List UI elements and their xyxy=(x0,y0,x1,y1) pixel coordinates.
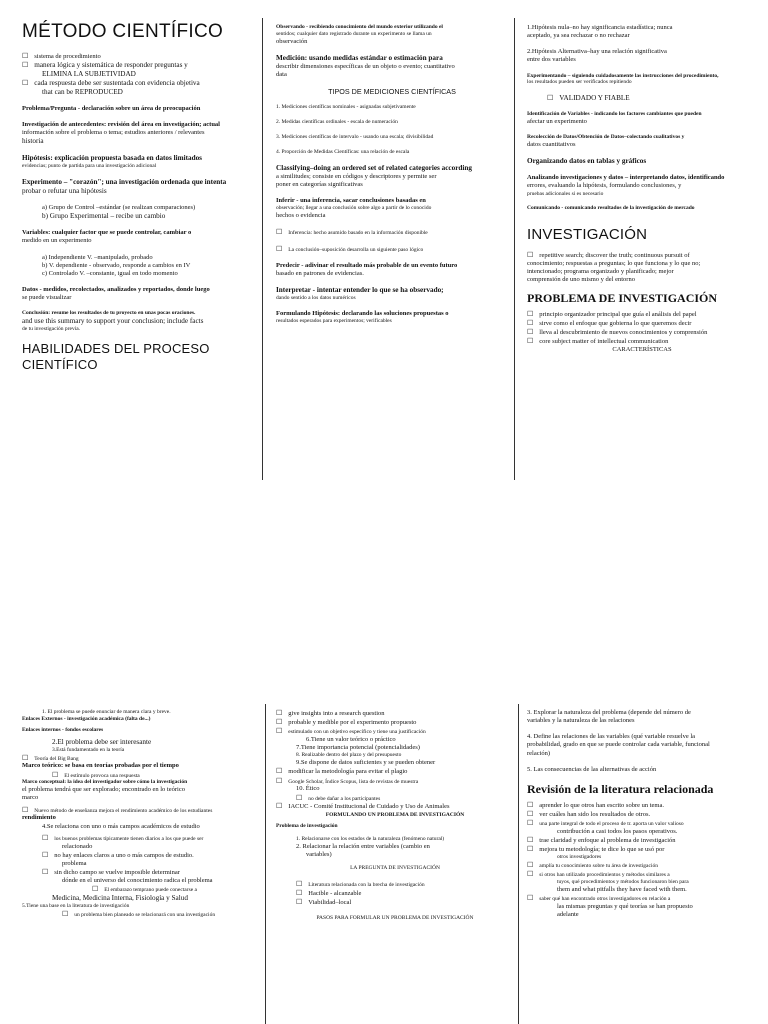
text-line: 4. Define las relaciones de las variables (qué variable resuelve la xyxy=(527,733,696,741)
text-line: medido en un experimento xyxy=(22,237,92,245)
list-item: ☐ los buenos problemas típicamente tienen diarios a los que puede ser xyxy=(22,834,262,843)
section-heading: rendimiento xyxy=(22,814,56,822)
text-line: 9.Se dispone de datos suficientes y se pueden obtener xyxy=(296,759,436,767)
text-line: los resultados pueden ser verificados repitiendo xyxy=(527,79,632,86)
text-line: a similitudes; consiste en códigos y descriptores y permite ser xyxy=(276,172,437,180)
section-heading: Classifying–doing an ordered set of related categories according xyxy=(276,163,472,172)
list-item: ☐ Teoría del Big Bang xyxy=(22,754,262,763)
text-line: aceptado, ya sea rechazar o no rechazar xyxy=(527,32,630,40)
list-item: ☐ una parte integral de todo el proceso de tr. aporta un valor valioso xyxy=(527,819,759,828)
text-line: relacionado xyxy=(62,842,93,850)
section-heading: Inferir - una inferencia, sacar conclusiones basadas en xyxy=(276,196,426,204)
list-item: ☐ Nuevo método de enseñanza mejora el rendimiento académico de los estudiantes xyxy=(22,806,262,815)
text-line: 5. Las consecuencias de las alternativas de acción xyxy=(527,765,657,773)
text-line: marco xyxy=(22,794,39,802)
text-line: historia xyxy=(22,137,44,146)
text-line: sentidos; cualquier dato registrado durante un experimento se llama un xyxy=(276,30,432,37)
list-item: a) Grupo de Control –estándar (se realizan comparaciones) xyxy=(42,204,196,212)
section-title: Revisión de la literatura relacionada xyxy=(527,781,714,796)
list-item: ☐ Inferencia: hecho asumido basado en la información disponible xyxy=(276,228,508,237)
section-heading: Analizando investigaciones y datos – interpretando datos, identificando xyxy=(527,174,725,182)
text-line: 1.Hipótesis nula–no hay significancia estadística; nunca xyxy=(527,24,673,31)
list-item: a) Independiente V. –manipulado, probado xyxy=(42,253,153,261)
list-item: ☐ ver cuáles han sido los resultados de otros. xyxy=(527,810,759,819)
list-item: 3. Mediciones científicas de intervalo - usando una escala; divisibilidad xyxy=(276,133,434,140)
text-line: 8. Realizable dentro del plazo y del presupuesto xyxy=(296,752,402,759)
text-line: errores, evaluando la hipótesis, formulando conclusiones, y xyxy=(527,182,682,190)
section-title: TIPOS DE MEDICIONES CIENTÍFICAS xyxy=(328,87,456,97)
text-line: resultados esperados para experimentos; verificables xyxy=(276,318,392,324)
text-line: conocimiento; respuestas a preguntas; lo que funciona y lo que no; xyxy=(527,260,701,268)
text-line: afectar un experimento xyxy=(527,118,587,126)
section-heading: Enlaces Externos - investigación académica (falta de...) xyxy=(22,715,151,722)
list-item: ☐ manera lógica y sistemática de responder preguntas y xyxy=(22,61,256,70)
list-item: ☐ cada respuesta debe ser sustentada con evidencia objetiva xyxy=(22,79,256,88)
list-item: b) Grupo Experimental – recibe un cambio xyxy=(42,212,166,221)
section-title: PROBLEMA DE INVESTIGACIÓN xyxy=(527,290,718,305)
list-item: ☐ La conclusión–suposición desarrolla un siguiente paso lógico xyxy=(276,245,508,254)
list-item: 1. Mediciones científicas nominales - asignadas subjetivamente xyxy=(276,104,416,111)
section-heading: Medición: usando medidas estándar o estimación para xyxy=(276,53,443,62)
section-heading: Observando - recibiendo conocimiento del mundo exterior utilizando el xyxy=(276,24,443,30)
text-line: 10. Ético xyxy=(296,785,320,793)
text-line: tuyos, qué procedimientos y métodos funcionaron bien para xyxy=(557,878,689,885)
column-divider xyxy=(514,18,515,480)
section-heading: Formulando Hipótesis: declarando las soluciones propuestas o xyxy=(276,309,449,317)
text-line: las mismas preguntas y qué teorías se han propuesto xyxy=(557,902,693,910)
page-title: MÉTODO CIENTÍFICO xyxy=(22,21,224,42)
text-line: describir dimensiones específicas de un objeto o evento; cuantitativo xyxy=(276,62,455,70)
text-line: 3. Explorar la naturaleza del problema (depende del número de xyxy=(527,709,691,716)
section-heading: Identificación de Variables - indicando los factores cambiantes que pueden xyxy=(527,111,702,118)
list-item: that can be REPRODUCED xyxy=(42,87,123,96)
text-line: 2.El problema debe ser interesante xyxy=(52,737,152,746)
list-item: ☐ no debe dañar a los participantes xyxy=(276,794,514,803)
section-heading: Interpretar - intentar entender lo que se ha observado; xyxy=(276,286,444,294)
text-line: observación; llegar a una conclusión sobre algo a partir de lo conocido xyxy=(276,205,432,211)
text-line: data xyxy=(276,71,287,78)
text-line: relación) xyxy=(527,749,551,757)
list-item: 4. Proporción de Medidas Científicas: una relación de escala xyxy=(276,148,410,155)
list-item: 1. Relacionarse con los estados de la naturaleza (fenómeno natural) xyxy=(296,836,445,843)
list-item: ☐ amplía tu conocimiento sobre tu área de investigación xyxy=(527,861,759,870)
list-item: ☐ saber qué han encontrado otros investigadores en relación a xyxy=(527,894,759,903)
list-item: ☐ estimulado con un objetivo específico y tiene una justificación xyxy=(276,727,514,736)
column-divider xyxy=(518,704,519,1024)
list-item: b) V. dependiente - observado, responde a cambios en IV xyxy=(42,261,191,269)
section-title: INVESTIGACIÓN xyxy=(527,226,648,244)
section-heading: Marco teórico: se basa en teorías probadas por el tiempo xyxy=(22,762,179,770)
section-heading: Marco conceptual: la idea del investigador sobre cómo la investigación xyxy=(22,779,188,786)
list-item: ☐ sirve como el enfoque que gobierna lo que queremos decir xyxy=(527,319,757,328)
text-line: variables) xyxy=(306,851,332,859)
text-line: observación xyxy=(276,37,308,45)
top-page xyxy=(0,0,768,490)
text-line: probar o refutar una hipótesis xyxy=(22,187,107,196)
column-divider xyxy=(265,704,266,1024)
column-divider xyxy=(262,18,263,480)
list-item: ☐ probable y medible por el experimento propuesto xyxy=(276,718,514,727)
section-heading: Datos - medidos, recolectados, analizados y reportados, donde luego xyxy=(22,285,210,293)
text-line: them and what pitfalls they have faced with them. xyxy=(557,885,687,893)
section-heading: FORMULANDO UN PROBLEMA DE INVESTIGACIÓN xyxy=(325,811,465,818)
text-line: basado en patrones de evidencias. xyxy=(276,269,364,277)
text-line: 6.Tiene un valor teórico o práctico xyxy=(306,736,396,744)
top-column-2 xyxy=(276,0,508,490)
list-item: ☐ un problema bien planeado se relacionará con una investigación xyxy=(22,910,262,919)
section-heading: PASOS PARA FORMULAR UN PROBLEMA DE INVESTIGACIÓN xyxy=(316,915,474,922)
text-line: otros investigadores xyxy=(557,854,602,861)
text-line: 7.Tiene importancia potencial (potencialidades) xyxy=(296,744,420,752)
section-heading: LA PREGUNTA DE INVESTIGACIÓN xyxy=(350,865,440,872)
text-line: 5.Tiene una base en la literatura de investigación xyxy=(22,903,130,909)
list-item: ☐ Google Scholar, Índice Scopus, lista de revistas de muestra xyxy=(276,777,514,786)
text-line: 2.Hipótesis Alternativa–hay una relación significativa xyxy=(527,48,667,56)
list-item: c) Controlado V. –constante, igual en todo momento xyxy=(42,269,178,277)
list-item: 2. Relacionar la relación entre variables (cambio en xyxy=(296,843,430,851)
text-line: 1. El problema se puede enunciar de manera clara y breve. xyxy=(42,709,171,715)
list-item: ☐ Hacible - alcanzable xyxy=(276,889,514,898)
bottom-column-3 xyxy=(527,700,759,1024)
text-line: 3.Está fundamentado en la teoría xyxy=(52,746,125,753)
text-line: evidencias; punto de partida para una investigación adicional xyxy=(22,163,157,170)
text-line: 4.Se relaciona con uno o más campos académicos de estudio xyxy=(42,822,200,830)
text-line: se puede visualizar xyxy=(22,294,72,301)
list-item: ☐ El embarazo temprano puede conectarse a xyxy=(22,885,262,894)
list-item: ☐ sin dicho campo se vuelve imposible determinar xyxy=(22,868,262,877)
text-line: comprensión de uno mismo y del entorno xyxy=(527,276,635,284)
text-line: de tu investigación previa. xyxy=(22,326,81,332)
text-line: el problema tendrá que ser explorado; encontrado en lo teórico xyxy=(22,786,185,794)
bottom-column-1 xyxy=(22,700,262,1024)
section-heading: Recolección de Datos/Obtención de Datos–colectando cualitativos y xyxy=(527,134,685,141)
text-line: dónde en el universo del conocimiento radica el problema xyxy=(62,877,213,884)
list-item: ☐ Literatura relacionada con la brecha de investigación xyxy=(276,880,514,889)
section-title: HABILIDADES DEL PROCESO CIENTÍFICO xyxy=(22,340,210,373)
text-line: probabilidad, grado en que se puede controlar cada variable, funcional xyxy=(527,741,710,749)
section-heading: Investigación de antecedentes: revisión del área en investigación; actual xyxy=(22,121,220,128)
list-item: ☐ si otros han utilizado procedimientos y métodos similares a xyxy=(527,870,759,879)
list-item: ☐ no hay enlaces claros a uno o más campos de estudio. xyxy=(22,851,262,860)
section-heading: Conclusión: resume los resultados de tu proyecto en unas pocas oraciones. xyxy=(22,310,196,317)
section-heading: Problema de investigación xyxy=(276,823,338,830)
text-line: información sobre el problema o tema; estudios anteriores / relevantes xyxy=(22,129,205,137)
top-column-1 xyxy=(22,0,256,490)
top-column-3 xyxy=(527,0,757,490)
text-line: and use this summary to support your conclusion; include facts xyxy=(22,317,204,325)
list-item: ☐ lleva al descubrimiento de nuevos conocimientos y comprensión xyxy=(527,328,757,337)
list-item: ☐ sistema de procedimiento xyxy=(22,52,256,61)
section-heading: Comunicando - comunicando resultados de la investigación de mercado xyxy=(527,205,695,212)
list-item: 2. Medidas científicas ordinales - escala de numeración xyxy=(276,119,398,125)
section-heading: Hipótesis: explicación propuesta basada en datos limitados xyxy=(22,154,202,163)
section-heading: Enlaces internos - fondos escolares xyxy=(22,726,104,733)
text-line: contribución a casi todos los pasos operativos. xyxy=(557,827,678,835)
section-heading: Problema/Pregunta - declaración sobre un área de preocupación xyxy=(22,104,201,112)
text-line: pruebas adicionales si es necesario xyxy=(527,190,604,197)
list-item: ☐ give insights into a research question xyxy=(276,709,514,718)
list-item: ☐ modificar la metodología para evitar el plagio xyxy=(276,767,514,776)
text-line: variables y la naturaleza de las relaciones xyxy=(527,717,635,725)
text-line: problema xyxy=(62,859,87,867)
list-item: ☐ El estímulo provoca una respuesta xyxy=(22,771,262,780)
text-line: intencionado; programa organizado y planificado; mejor xyxy=(527,268,674,276)
list-item: ☐ aprender lo que otros han escrito sobre un tema. xyxy=(527,801,759,810)
list-item: ELIMINA LA SUBJETIVIDAD xyxy=(42,69,136,78)
list-item: ☐ repetitive search; discover the truth; continuous pursuit of xyxy=(527,251,757,260)
text-line: entre dos variables xyxy=(527,56,576,64)
section-heading: Organizando datos en tablas y gráficos xyxy=(527,157,647,166)
list-item: ☐ mejora tu metodología; te dice lo que se usó por xyxy=(527,845,759,854)
text-line: hechos o evidencia xyxy=(276,211,326,219)
text-line: Medicina, Medicina Interna, Fisiología y Salud xyxy=(52,894,188,902)
list-item: ☐ VALIDADO Y FIABLE xyxy=(527,94,757,103)
section-heading: Experimento – "corazón"; una investigación ordenada que intenta xyxy=(22,178,227,187)
list-item: ☐ IACUC - Comité Institucional de Cuidado y Uso de Animales xyxy=(276,802,514,811)
text-line: adelante xyxy=(557,910,579,918)
list-item: ☐ principio organizador principal que guía el análisis del papel xyxy=(527,310,757,319)
text-line: datos cuantitativos xyxy=(527,141,576,149)
section-heading: Predecir - adivinar el resultado más probable de un evento futuro xyxy=(276,261,458,269)
text-line: dando sentido a los datos numéricos xyxy=(276,295,356,301)
bottom-column-2 xyxy=(276,700,514,1024)
section-heading: Experimentando – siguiendo cuidadosamente las instrucciones del procedimiento, xyxy=(527,72,719,79)
text-line: poner en categorías significativas xyxy=(276,180,363,188)
section-heading: CARACTERÍSTICAS xyxy=(612,346,672,353)
list-item: ☐ trae claridad y enfoque al problema de investigación xyxy=(527,836,759,845)
section-heading: Variables: cualquier factor que se puede controlar, cambiar o xyxy=(22,229,192,237)
bottom-page xyxy=(0,700,768,1024)
list-item: ☐ Viabilidad–local xyxy=(276,898,514,907)
list-item: ☐ core subject matter of intellectual communication xyxy=(527,337,757,346)
